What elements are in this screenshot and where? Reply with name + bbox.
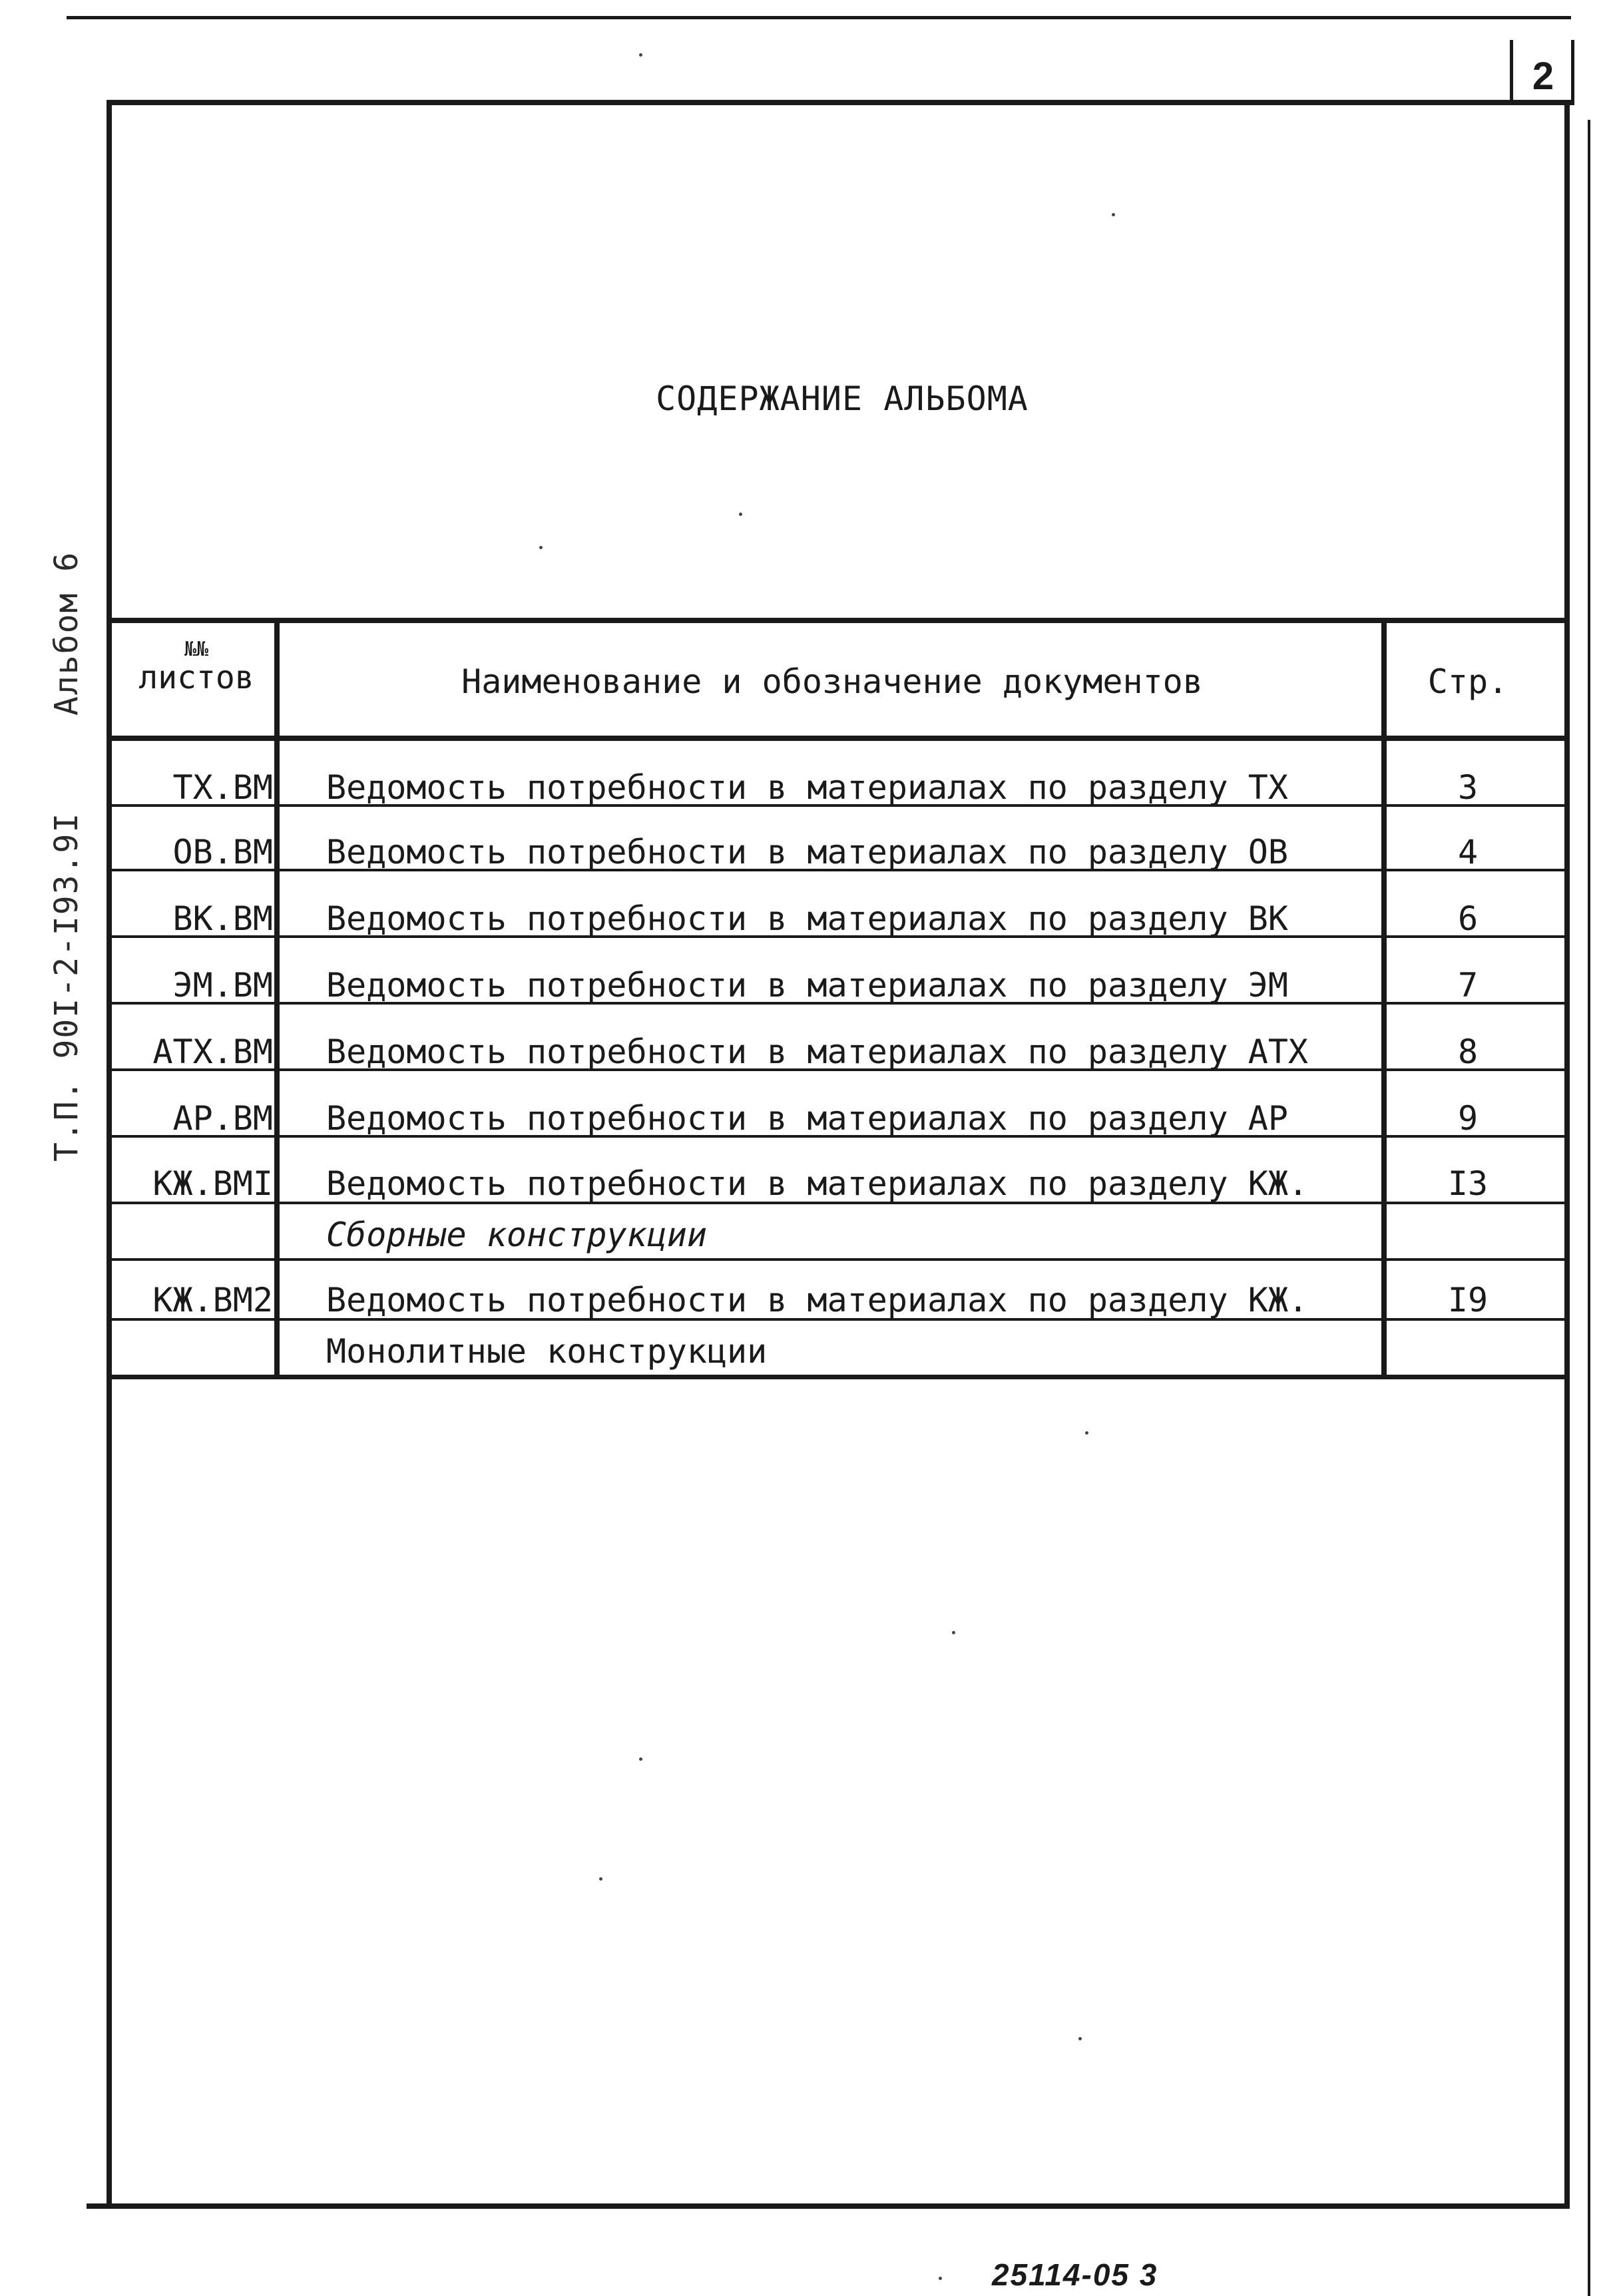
header-bottom-border: [107, 736, 1570, 741]
scan-speck: [739, 513, 742, 516]
page-title: СОДЕРЖАНИЕ АЛЬБОМА: [656, 379, 1029, 418]
table-top-border: [107, 618, 1570, 623]
row-page: 6: [1457, 899, 1479, 938]
row-code: АТХ.ВМ: [152, 1033, 273, 1071]
row-name: Ведомость потребности в материалах по разделу КЖ.: [326, 1164, 1309, 1203]
row-name: Ведомость потребности в материалах по разделу ЭМ: [326, 966, 1288, 1005]
row-name: Ведомость потребности в материалах по разделу АР: [326, 1099, 1288, 1138]
scan-speck: [1112, 213, 1115, 216]
row-page: 3: [1457, 768, 1479, 807]
row-line: [107, 1258, 1570, 1261]
footer-stamp: 25114-05 3: [992, 2257, 1158, 2292]
table-bottom-border: [107, 1375, 1570, 1379]
row-code: ОВ.ВМ: [172, 833, 273, 871]
header-sheets-label: листов: [138, 659, 254, 696]
side-label-album: Альбом 6: [48, 551, 85, 716]
row-name: Сборные конструкции: [326, 1216, 707, 1254]
scan-speck: [639, 53, 642, 57]
row-page: I3: [1447, 1164, 1489, 1203]
column-divider-code: [274, 619, 280, 1378]
row-name: Ведомость потребности в материалах по разделу АТХ: [326, 1033, 1309, 1071]
row-page: 8: [1457, 1033, 1479, 1071]
outer-right-line: [1588, 120, 1590, 2296]
row-page: 4: [1457, 833, 1479, 871]
header-name: Наименование и обозначение документов: [461, 662, 1203, 701]
row-name: Ведомость потребности в материалах по разделу КЖ.: [326, 1281, 1309, 1319]
row-code: КЖ.ВМ2: [152, 1281, 273, 1319]
row-page: I9: [1447, 1281, 1489, 1319]
scan-speck: [539, 546, 543, 549]
top-edge-line: [67, 16, 1571, 19]
scan-speck: [1085, 1431, 1088, 1435]
scan-speck: [952, 1631, 955, 1634]
row-code: ВК.ВМ: [172, 899, 273, 938]
frame-top-border: [110, 100, 1574, 105]
row-code: АР.ВМ: [172, 1099, 273, 1138]
row-name: Ведомость потребности в материалах по разделу ОВ: [326, 833, 1288, 871]
scan-speck: [1078, 2037, 1082, 2040]
scan-speck: [639, 1757, 642, 1761]
row-page: 9: [1457, 1099, 1479, 1138]
sheet-number: 2: [1532, 55, 1554, 98]
row-code: ТХ.ВМ: [172, 768, 273, 807]
side-label-project-code: Т.П. 90I-2-I93.9I: [48, 811, 85, 1162]
row-code: ЭМ.ВМ: [172, 966, 273, 1005]
row-page: 7: [1457, 966, 1479, 1005]
row-code: КЖ.ВМI: [152, 1164, 273, 1203]
row-name: Монолитные конструкции: [326, 1332, 768, 1371]
header-sheets-marker: №№: [184, 638, 209, 661]
scan-speck: [939, 2277, 942, 2280]
frame-left-border: [107, 100, 112, 2207]
header-sheets: [113, 639, 280, 695]
scan-speck: [599, 1877, 602, 1881]
row-name: Ведомость потребности в материалах по разделу ВК: [326, 899, 1288, 938]
row-name: Ведомость потребности в материалах по разделу ТХ: [326, 768, 1288, 807]
frame-bottom-border: [87, 2203, 1570, 2209]
frame-right-border: [1564, 100, 1570, 2207]
header-page: Стр.: [1427, 662, 1508, 701]
